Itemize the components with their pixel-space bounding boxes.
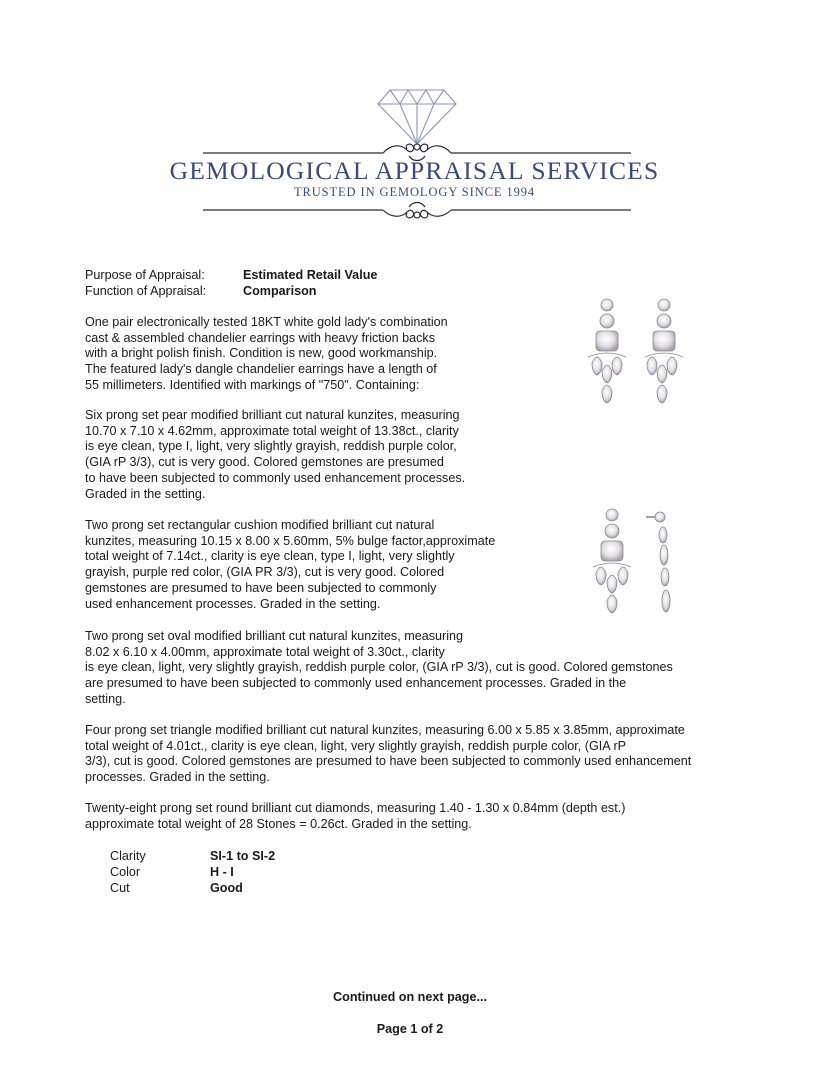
purpose-row	[85, 267, 377, 283]
text-line: One pair electronically tested 18KT white gold lady's combination	[85, 315, 448, 329]
text-line: to have been subjected to commonly used enhancement processes.	[85, 470, 466, 485]
clarity-row	[110, 848, 275, 864]
color-value: H - I	[210, 865, 234, 879]
text-line: used enhancement processes. Graded in the setting.	[85, 596, 381, 611]
text-line: The featured lady's dangle chandelier earrings have a length of	[85, 362, 437, 377]
function-row	[85, 283, 316, 299]
purpose-value: Estimated Retail Value	[243, 268, 378, 282]
cut-label: Cut	[110, 881, 130, 895]
company-tagline: TRUSTED IN GEMOLOGY SINCE 1994	[293, 185, 536, 199]
ornament-divider-bottom	[203, 200, 631, 226]
text-line: cast & assembled chandelier earrings with heavy friction backs	[85, 330, 435, 345]
clarity-value: SI-1 to SI-2	[210, 849, 276, 863]
text-line: grayish, purple red color, (GIA PR 3/3), cut is very good. Colored	[85, 565, 445, 580]
description-paragraph	[85, 315, 448, 394]
earrings-front-photo	[578, 295, 690, 417]
continued-note: Continued on next page...	[333, 990, 487, 1004]
text-line: 3/3), cut is good. Colored gemstones are presumed to have been subjected to commonly used enhancement	[85, 754, 692, 769]
pear-kunzite-paragraph	[85, 408, 465, 502]
text-line: with a bright polish finish. Condition is new, good workmanship.	[85, 346, 438, 361]
cut-row	[110, 880, 243, 896]
text-line: approximate total weight of 28 Stones = 0.26ct. Graded in the setting.	[85, 816, 472, 831]
function-label: Function of Appraisal:	[85, 284, 207, 298]
text-line: 55 millimeters. Identified with markings of "750". Containing:	[85, 377, 420, 392]
triangle-kunzite-paragraph	[85, 723, 691, 786]
text-line: total weight of 7.14ct., clarity is eye clean, type I, light, very slightly	[85, 549, 455, 564]
text-line: Four prong set triangle modified brilliant cut natural kunzites, measuring 6.00 x 5.85 x 3.85mm, approximate	[85, 723, 685, 737]
earrings-side-photo	[584, 505, 694, 627]
color-label: Color	[110, 865, 141, 879]
company-name: GEMOLOGICAL APPRAISAL SERVICES	[169, 156, 660, 185]
text-line: is eye clean, type I, light, very slightly grayish, reddish purple color,	[85, 439, 457, 454]
text-line: 8.02 x 6.10 x 4.00mm, approximate total weight of 3.30ct., clarity	[85, 644, 445, 659]
cut-value: Good	[210, 881, 243, 895]
text-line: are presumed to have been subjected to commonly used enhancement processes. Graded in the	[85, 676, 627, 691]
text-line: (GIA rP 3/3), cut is very good. Colored gemstones are presumed	[85, 455, 444, 470]
text-line: total weight of 4.01ct., clarity is eye clean, light, very slightly grayish, reddish purple color, (GIA rP	[85, 738, 627, 753]
diamond-paragraph	[85, 801, 625, 832]
text-line: Two prong set oval modified brilliant cut natural kunzites, measuring	[85, 629, 464, 643]
page-number: Page 1 of 2	[376, 1022, 444, 1036]
text-line: Six prong set pear modified brilliant cut natural kunzites, measuring	[85, 408, 460, 422]
text-line: gemstones are presumed to have been subjected to commonly	[85, 580, 437, 595]
cushion-kunzite-paragraph	[85, 518, 495, 612]
oval-kunzite-paragraph	[85, 629, 673, 708]
function-value: Comparison	[243, 284, 317, 298]
text-line: Twenty-eight prong set round brilliant cut diamonds, measuring 1.40 - 1.30 x 0.84mm (depth est.)	[85, 801, 626, 815]
text-line: setting.	[85, 691, 126, 706]
text-line: processes. Graded in the setting.	[85, 770, 270, 785]
text-line: Two prong set rectangular cushion modified brilliant cut natural	[85, 518, 435, 532]
clarity-label: Clarity	[110, 849, 146, 863]
purpose-label: Purpose of Appraisal:	[85, 268, 205, 282]
color-row	[110, 864, 234, 880]
text-line: Graded in the setting.	[85, 486, 206, 501]
text-line: is eye clean, light, very slightly grayish, reddish purple color, (GIA rP 3/3), cut is good. Colored gemstones	[85, 660, 673, 675]
text-line: 10.70 x 7.10 x 4.62mm, approximate total weight of 13.38ct., clarity	[85, 423, 459, 438]
text-line: kunzites, measuring 10.15 x 8.00 x 5.60mm, 5% bulge factor,approximate	[85, 533, 496, 548]
